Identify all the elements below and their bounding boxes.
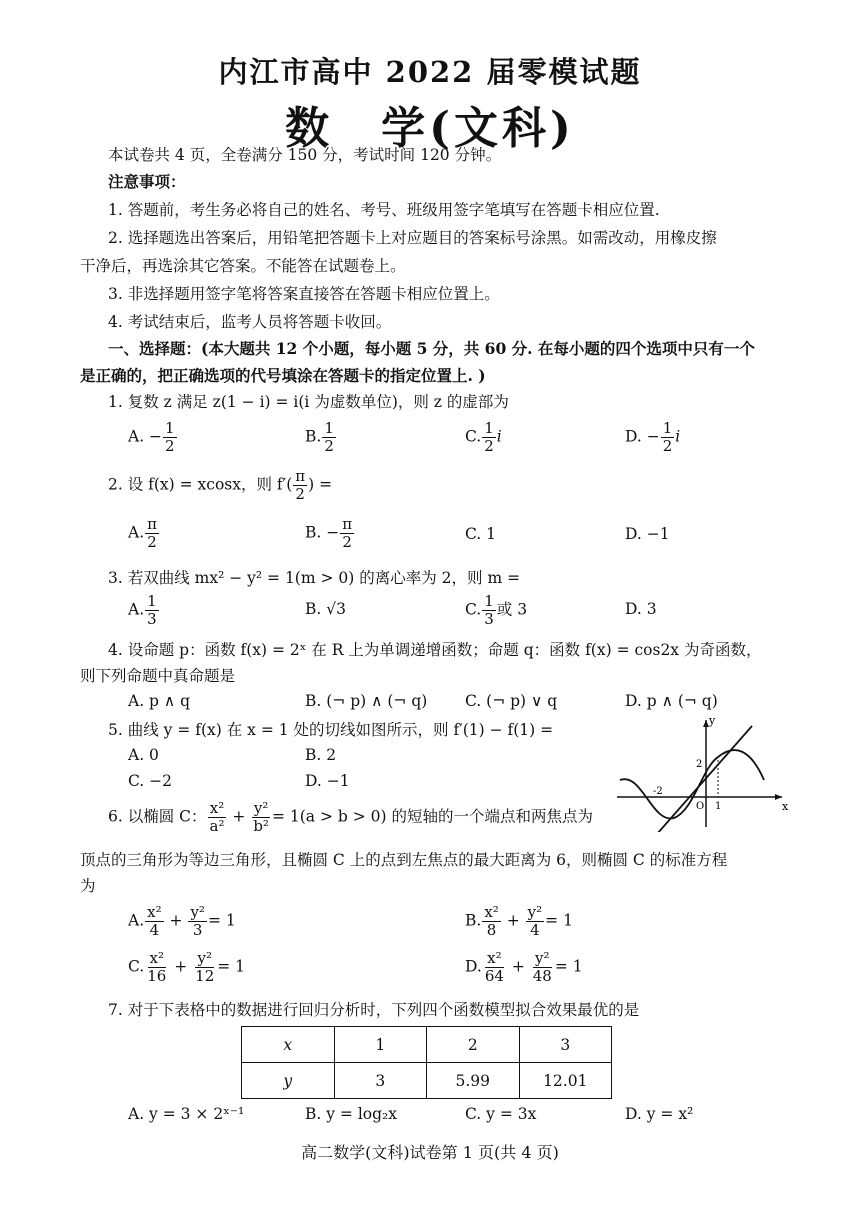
label-origin: O (696, 801, 705, 812)
fraction: $\frac{1}{2}$ (165, 419, 175, 455)
fraction: $\frac{1}{3}$ (147, 592, 157, 628)
fraction: $\frac{\text{x²}}{\text{a²}}$ (209, 799, 225, 835)
q3-option-c: C. $\frac{1}{3}$ 或 3 (465, 592, 528, 628)
q7-option-b: B. y = log₂x (305, 1105, 398, 1123)
fraction: $\frac{\text{y²}}{48}$ (532, 949, 552, 985)
label-two: 2 (696, 759, 703, 770)
q4-option-d: D. p ∧ (¬ q) (625, 692, 718, 710)
q4-option-a: A. p ∧ q (128, 692, 191, 710)
notice-item-1: 1. 答题前，考生务必将自己的姓名、考号、班级用签字笔填写在答题卡相应位置. (108, 201, 660, 219)
table-cell: y (242, 1063, 335, 1099)
q5-option-c: C. −2 (128, 772, 173, 790)
q2-option-a: A. $\frac{\pi}{2}$ (128, 515, 157, 551)
table-cell: 12.01 (519, 1063, 612, 1099)
notice-item-2: 2. 选择题选出答案后，用铅笔把答题卡上对应题目的答案标号涂黑。如需改动，用橡皮擦 (108, 229, 717, 247)
q1-stem: 1. 复数 z 满足 z(1 − i) = i(i 为虚数单位)，则 z 的虚部为 (108, 393, 509, 411)
q7-option-a: A. y = 3 × 2ˣ⁻¹ (128, 1105, 245, 1123)
label-minus-two: -2 (653, 786, 663, 797)
q4-stem-cont: 则下列命题中真命题是 (80, 667, 236, 685)
fraction: $\frac{\text{x²}}{8}$ (484, 903, 499, 939)
table-cell: 5.99 (427, 1063, 520, 1099)
label-one: 1 (715, 801, 722, 812)
x-axis-arrow (775, 794, 782, 800)
table-cell: 1 (334, 1027, 427, 1063)
q7-stem: 7. 对于下表格中的数据进行回归分析时，下列四个函数模型拟合效果最优的是 (108, 1001, 640, 1019)
notice-item-2-cont: 干净后，再选涂其它答案。不能答在试题卷上。 (80, 257, 406, 275)
notice-item-3: 3. 非选择题用签字笔将答案直接答在答题卡相应位置上。 (108, 285, 500, 303)
q5-option-b: B. 2 (305, 746, 337, 764)
q6-option-d: D. $\frac{\text{x²}}{64}$ + $\frac{\text{y²}}{48}$ = 1 (465, 949, 583, 985)
notice-heading: 注意事项： (108, 172, 186, 191)
table-cell: x (242, 1027, 335, 1063)
fraction: $\frac{1}{2}$ (484, 419, 494, 455)
label-y: y (709, 714, 716, 727)
fraction: $\frac{1}{2}$ (324, 419, 334, 455)
fraction: $\frac{\text{y²}}{\text{b²}}$ (253, 799, 269, 835)
table-cell: 3 (334, 1063, 427, 1099)
q3-option-a: A. $\frac{1}{3}$ (128, 592, 157, 628)
q7-data-table (241, 1026, 612, 1099)
q3-option-d: D. 3 (625, 600, 657, 618)
q2-stem: 2. 设 f(x) = xcosx，则 f′( $\frac{\pi}{2}$ ) = (108, 467, 333, 503)
exam-subject: 数 学(文科) (285, 103, 575, 154)
q6-stem: 6. 以椭圆 C： $\frac{\text{x²}}{\text{a²}}$ + $\frac{\text{y²}}{\text{b²}}$ = 1(a > b > 0) 的短轴的一个端点和两焦点为 (108, 799, 593, 835)
fraction: $\frac{\pi}{2}$ (147, 515, 157, 551)
q6-stem-cont: 顶点的三角形为等边三角形，且椭圆 C 上的点到左焦点的最大距离为 6，则椭圆 C 的标准方程 (80, 851, 728, 869)
exam-intro: 本试卷共 4 页，全卷满分 150 分，考试时间 120 分钟。 (108, 146, 502, 164)
fraction: $\frac{\text{y²}}{4}$ (527, 903, 543, 939)
fraction: $\frac{\pi}{2}$ (295, 467, 306, 503)
fraction: $\frac{\text{y²}}{3}$ (190, 903, 205, 939)
q4-option-c: C. (¬ p) ∨ q (465, 692, 558, 710)
q7-option-c: C. y = 3x (465, 1105, 537, 1123)
table-row (242, 1063, 612, 1099)
q1-option-c: C. $\frac{1}{2}$ i (465, 419, 502, 455)
table-cell: 3 (519, 1027, 612, 1063)
q1-option-b: B. $\frac{1}{2}$ (305, 419, 334, 455)
fraction: $\frac{\text{x²}}{16}$ (147, 949, 167, 985)
page-footer: 高二数学(文科)试卷第 1 页(共 4 页) (301, 1143, 559, 1162)
fraction: $\frac{\text{y²}}{12}$ (195, 949, 215, 985)
q1-option-a: A. − $\frac{1}{2}$ (128, 419, 175, 455)
q2-option-c: C. 1 (465, 525, 497, 543)
tangent-graph (612, 712, 797, 832)
q6-option-c: C. $\frac{\text{x²}}{16}$ + $\frac{\text{y²}}{12}$ = 1 (128, 949, 246, 985)
notice-item-4: 4. 考试结束后，监考人员将答题卡收回。 (108, 313, 392, 331)
fraction: $\frac{1}{3}$ (484, 592, 494, 628)
fraction: $\frac{\text{x²}}{64}$ (484, 949, 504, 985)
section-heading-cont: 是正确的，把正确选项的代号填涂在答题卡的指定位置上. ) (80, 366, 486, 385)
q6-option-b: B. $\frac{\text{x²}}{8}$ + $\frac{\text{y²}}{4}$ = 1 (465, 903, 573, 939)
tangent-line (657, 726, 752, 832)
q4-stem: 4. 设命题 p：函数 f(x) = 2ˣ 在 R 上为单调递增函数；命题 q：函数 f(x) = cos2x 为奇函数， (108, 641, 762, 659)
q2-option-b: B. − $\frac{\pi}{2}$ (305, 515, 353, 551)
q5-stem: 5. 曲线 y = f(x) 在 x = 1 处的切线如图所示，则 f′(1) − f(1) = (108, 721, 554, 739)
q5-option-a: A. 0 (128, 746, 159, 764)
q6-stem-cont-2: 为 (80, 877, 96, 895)
curve (620, 750, 764, 818)
q4-option-b: B. (¬ p) ∧ (¬ q) (305, 692, 428, 710)
section-heading: 一、选择题：(本大题共 12 个小题，每小题 5 分，共 60 分. 在每小题的四个选项中只有一个 (108, 339, 755, 358)
label-x: x (782, 800, 789, 813)
table-row (242, 1027, 612, 1063)
exam-title: 内江市高中 2022 届零模试题 (218, 55, 642, 89)
fraction: $\frac{1}{2}$ (662, 419, 673, 455)
q3-stem: 3. 若双曲线 mx² − y² = 1(m > 0) 的离心率为 2，则 m = (108, 569, 521, 587)
q1-option-d: D. − $\frac{1}{2}$ i (625, 419, 681, 455)
fraction: $\frac{\text{x²}}{4}$ (147, 903, 162, 939)
table-cell: 2 (427, 1027, 520, 1063)
q5-option-d: D. −1 (305, 772, 350, 790)
q7-option-d: D. y = x² (625, 1105, 694, 1123)
q2-option-d: D. −1 (625, 525, 670, 543)
q3-option-b: B. √3 (305, 600, 346, 618)
q6-option-a: A. $\frac{\text{x²}}{4}$ + $\frac{\text{y²}}{3}$ = 1 (128, 903, 236, 939)
fraction: $\frac{\pi}{2}$ (342, 515, 353, 551)
